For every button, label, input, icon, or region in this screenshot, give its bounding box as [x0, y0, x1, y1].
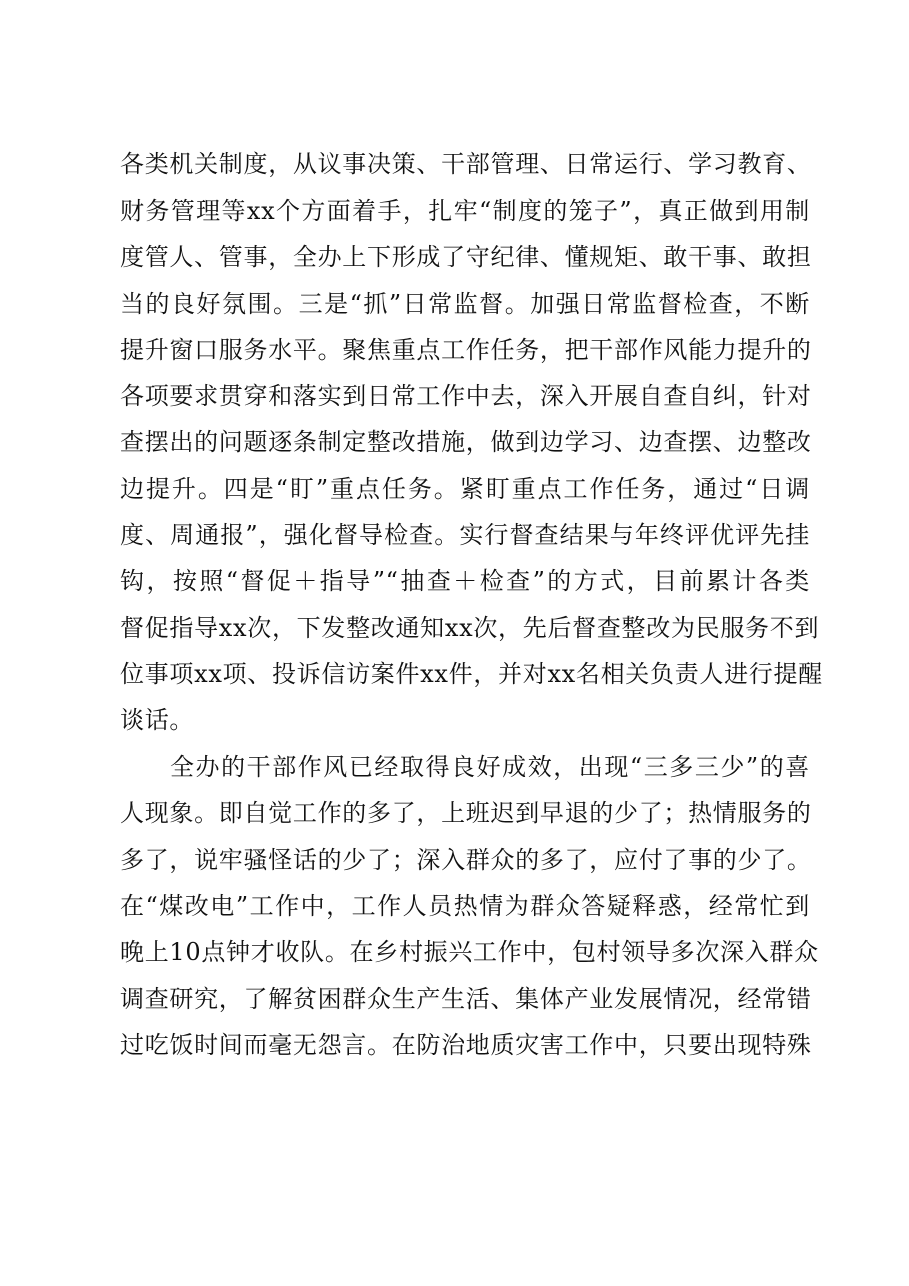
paragraph-line: 多了，说牢骚怪话的少了；深入群众的多了，应付了事的少了。 [120, 846, 812, 874]
paragraph-line: 调查研究，了解贫困群众生产生活、集体产业发展情况，经常错 [120, 985, 812, 1013]
paragraph-line: 当的良好氛围。三是“抓”日常监督。加强日常监督检查，不断 [120, 290, 810, 318]
paragraph-line: 谈话。 [120, 706, 195, 734]
paragraph-line: 人现象。即自觉工作的多了，上班迟到早退的少了；热情服务的 [120, 799, 812, 827]
paragraph-line: 提升窗口服务水平。聚焦重点工作任务，把干部作风能力提升的 [120, 336, 812, 364]
paragraph-line: 各项要求贯穿和落实到日常工作中去，深入开展自查自纠，针对 [120, 382, 812, 410]
paragraph-line: 钩，按照“督促＋指导”“抽查＋检查”的方式，目前累计各类 [120, 567, 810, 595]
paragraph-line: 在“煤改电”工作中，工作人员热情为群众答疑释惑，经常忙到 [120, 892, 810, 920]
paragraph-line: 边提升。四是“盯”重点任务。紧盯重点工作任务，通过“日调 [120, 475, 810, 503]
paragraph-line: 度、周通报”，强化督导检查。实行督查结果与年终评优评先挂 [120, 521, 810, 549]
paragraph-line: 查摆出的问题逐条制定整改措施，做到边学习、边查摆、边整改 [120, 428, 812, 456]
paragraph-line: 位事项xx项、投诉信访案件xx件，并对xx名相关负责人进行提醒 [120, 660, 823, 688]
paragraph-line: 财务管理等xx个方面着手，扎牢“制度的笼子”，真正做到用制 [120, 197, 810, 225]
paragraph-line: 过吃饭时间而毫无怨言。在防治地质灾害工作中，只要出现特殊 [120, 1031, 812, 1059]
paragraph-line: 全办的干部作风已经取得良好成效，出现“三多三少”的喜 [170, 753, 810, 781]
paragraph-line: 晚上10点钟才收队。在乡村振兴工作中，包村领导多次深入群众 [120, 938, 819, 966]
paragraph-line: 度管人、管事，全办上下形成了守纪律、懂规矩、敢干事、敢担 [120, 243, 812, 271]
paragraph-line: 各类机关制度，从议事决策、干部管理、日常运行、学习教育、 [120, 150, 812, 178]
paragraph-line: 督促指导xx次，下发整改通知xx次，先后督查整改为民服务不到 [120, 614, 820, 642]
